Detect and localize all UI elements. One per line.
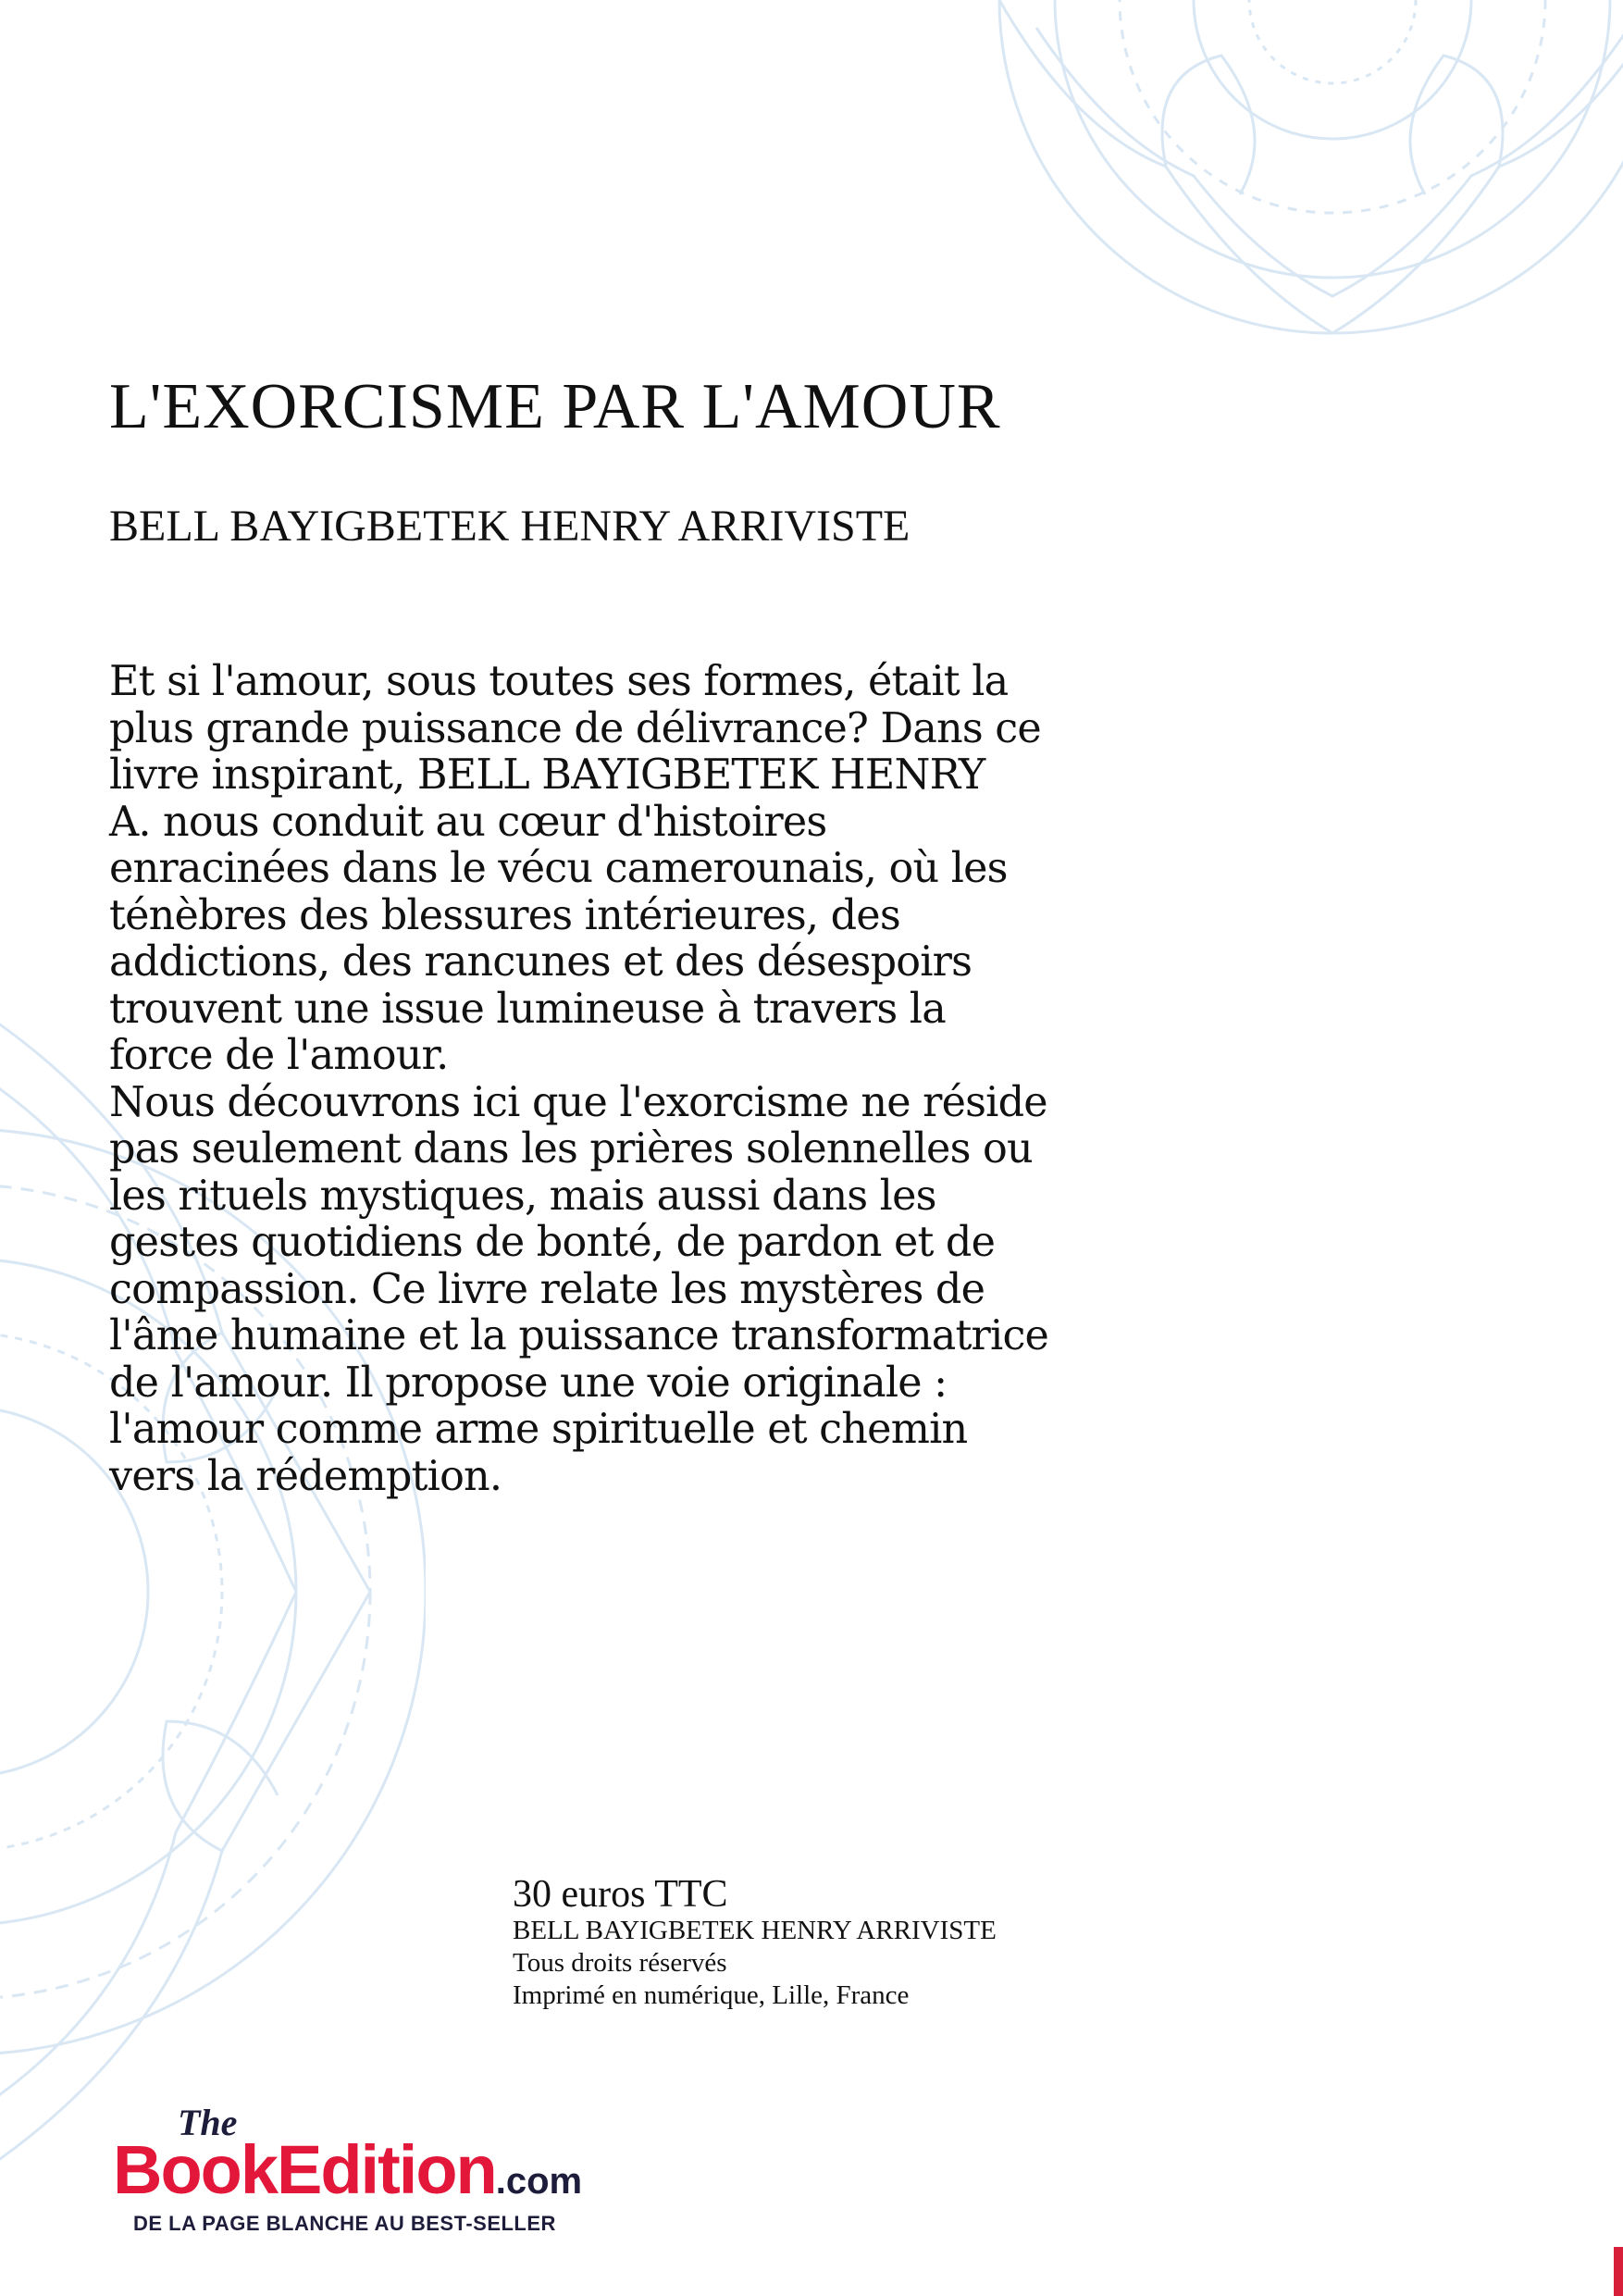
logo-brand <box>113 2130 582 2209</box>
logo-the: The <box>178 2102 238 2143</box>
rights-notice: Tous droits réservés <box>513 1948 727 1978</box>
price: 30 euros TTC <box>513 1873 728 1916</box>
book-author: BELL BAYIGBETEK HENRY ARRIVISTE <box>109 502 911 551</box>
mandala-decoration-top <box>888 0 1623 370</box>
logo-domain: .com <box>495 2161 583 2202</box>
printing-notice: Imprimé en numérique, Lille, France <box>513 1980 910 2010</box>
blurb-paragraph-2: Nous découvrons ici que l'exorcisme ne réside pas seulement dans les prières solennelles ou les rituels mystiques, mais aussi dans les gestes quotidiens de bonté, de pardon et de compassion. Ce livre relate les mystères de l'âme humaine et la puissance transformatrice de l'amour. Il propose une voie originale : l'amour comme arme spirituelle et chemin vers la rédemption. <box>109 1078 1049 1500</box>
book-title: L'EXORCISME PAR L'AMOUR <box>109 371 1001 442</box>
logo-tagline: DE LA PAGE BLANCHE AU BEST-SELLER <box>133 2212 556 2235</box>
imprint-author: BELL BAYIGBETEK HENRY ARRIVISTE <box>513 1916 997 1945</box>
logo-brand-name: BookEdition <box>113 2131 496 2208</box>
publisher-logo <box>113 2101 668 2240</box>
blurb-paragraph-1: Et si l'amour, sous toutes ses formes, était la plus grande puissance de délivrance? Dans ce livre inspirant, BELL BAYIGBETEK HENRY A. nous conduit au cœur d'histoires enracinées dans le vécu camerounais, où les ténèbres des blessures intérieures, des addictions, des rancunes et des désespoirs trouvent une issue lumineuse à travers la force de l'amour. <box>109 658 1041 1079</box>
edge-color-mark <box>1614 2247 1623 2296</box>
imprint-block <box>513 1874 997 2012</box>
back-cover-blurb <box>109 659 1220 1500</box>
